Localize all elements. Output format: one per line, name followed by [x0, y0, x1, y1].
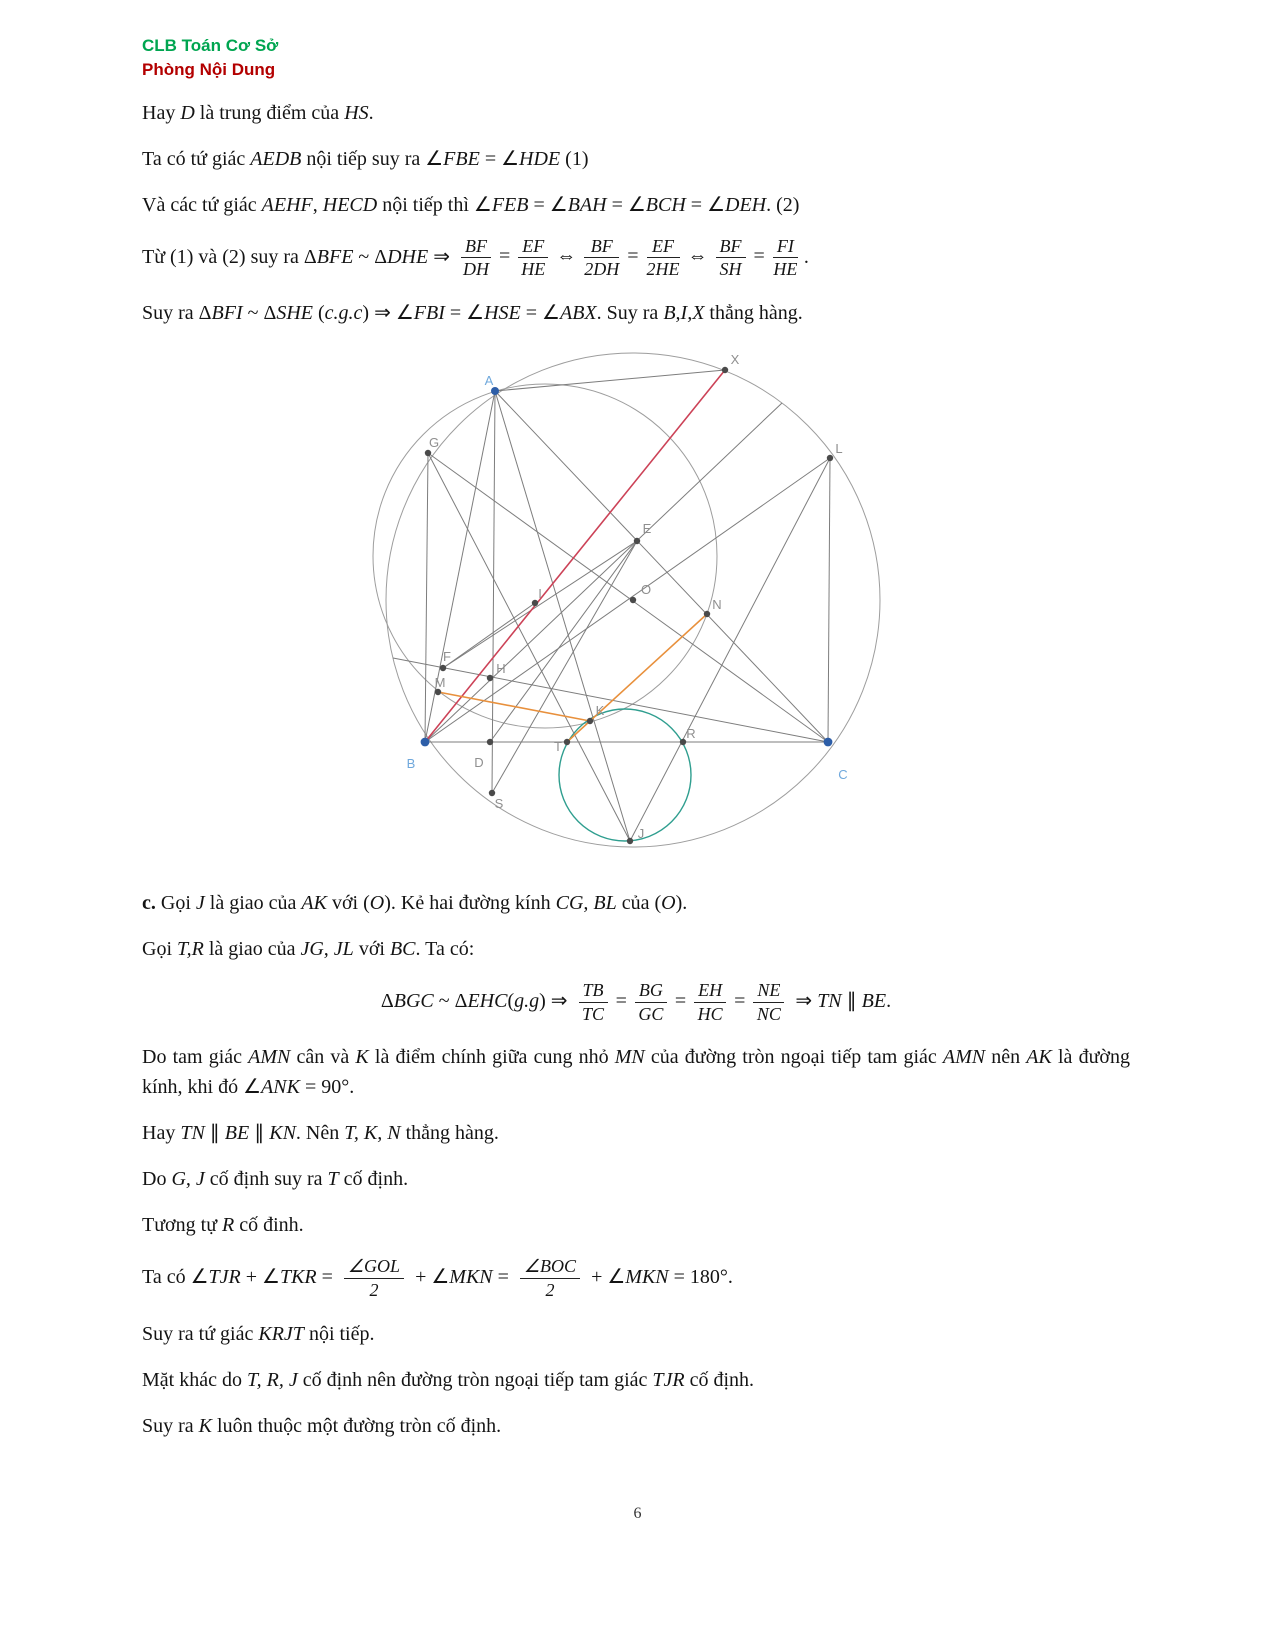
circle-krjt-teal: [559, 709, 691, 841]
formula-mid: + ∠MKN =: [415, 1266, 509, 1289]
paragraph-r-fixed: Tương tự R cố đinh.: [142, 1214, 304, 1237]
point-H: [487, 675, 493, 681]
point-L: [827, 455, 833, 461]
segment-AC: [495, 391, 828, 742]
equals-sign: =: [734, 989, 746, 1012]
fraction-bf-sh: $\frac{BF}{SH}$: [716, 236, 746, 280]
segment-FI: [443, 603, 535, 668]
solution-text: [142, 98, 1130, 1441]
formula-lead: Từ (1) và (2) suy ra ΔBFE ~ ΔDHE ⇒: [142, 245, 450, 268]
paragraph-cyclic-aedb: Ta có tứ giác AEDB nội tiếp suy ra ∠FBE = ∠HDE (1): [142, 147, 589, 170]
label-K: K: [595, 702, 605, 718]
point-R: [680, 739, 686, 745]
segment-AS: [492, 391, 495, 793]
equals-sign: =: [498, 245, 511, 268]
label-J: J: [637, 825, 645, 841]
fraction-tb-tc: $\frac{TB}{TC}$: [579, 980, 608, 1024]
iff-sign: ⇔: [687, 245, 708, 268]
label-L: L: [835, 440, 843, 456]
iff-sign: ⇔: [556, 245, 577, 268]
point-C: [824, 738, 833, 747]
segment-AX: [495, 370, 725, 391]
fraction-gol-2: $\frac{\text{∠GOL}}{2}$: [344, 1256, 404, 1300]
label-B: B: [406, 755, 416, 771]
page-footer: [0, 1505, 1275, 1523]
paragraph-c-intro: c. Gọi J là giao của AK với (O). Kẻ hai đường kính CG, BL của (O).: [142, 891, 688, 914]
point-N: [704, 611, 710, 617]
segment-GB: [425, 453, 428, 742]
paragraph-cyclic-aehf: Và các tứ giác AEHF, HECD nội tiếp thì ∠FEB = ∠BAH = ∠BCH = ∠DEH. (2): [142, 193, 800, 216]
segment-JG: [428, 453, 630, 841]
label-A: A: [484, 372, 494, 388]
paragraph-collinear-bix: Suy ra ΔBFI ~ ΔSHE (c.g.c) ⇒ ∠FBI = ∠HSE = ∠ABX. Suy ra B,I,X thẳng hàng.: [142, 301, 803, 324]
point-B: [421, 738, 430, 747]
point-O-center: [630, 597, 636, 603]
formula-similar-triangles: [142, 236, 1130, 280]
formula-angle-sum: [142, 1256, 1130, 1300]
segment-LC: [828, 458, 830, 742]
geometry-figure: [364, 344, 904, 860]
segment-EF: [443, 541, 637, 668]
figure-labels-blue: [407, 373, 848, 782]
segment-AJ: [495, 391, 630, 841]
fraction-ef-2he: $\frac{EF}{2HE}$: [646, 235, 680, 280]
segment-BE-extended: [425, 403, 782, 742]
fraction-bf-2dh: $\frac{BF}{2DH}$: [584, 235, 620, 280]
label-T: T: [554, 738, 562, 754]
point-E: [634, 538, 640, 544]
point-G: [425, 450, 431, 456]
point-J: [627, 838, 633, 844]
formula-lead: ΔBGC ~ ΔEHC(g.g) ⇒: [380, 989, 568, 1012]
label-E: E: [642, 520, 652, 536]
figure-points-blue: [421, 387, 833, 746]
label-I: I: [538, 585, 542, 601]
figure-points: [425, 367, 833, 844]
equals-sign: =: [615, 989, 627, 1012]
segment-JL: [630, 458, 830, 841]
point-A: [491, 387, 499, 395]
formula-lead: Ta có ∠TJR + ∠TKR =: [142, 1266, 333, 1289]
club-name: CLB Toán Cơ Sở: [142, 36, 279, 55]
figure-segments: [393, 370, 830, 841]
fraction-ne-nc: $\frac{NE}{NC}$: [753, 980, 784, 1024]
paragraph-amn-isosceles: Do tam giác AMN cân và K là điểm chính giữa cung nhỏ MN của đường tròn ngoại tiếp tam giác AMN nên AK là đường kính, khi đó ∠ANK = 90°.: [142, 1046, 1130, 1099]
label-X: X: [730, 351, 740, 367]
formula-end: ⇒ TN ∥ BE.: [795, 989, 892, 1012]
point-X: [722, 367, 728, 373]
paragraph-k-fixed-circle: Suy ra K luôn thuộc một đường tròn cố định.: [142, 1414, 502, 1437]
label-R: R: [686, 725, 696, 741]
label-S: S: [494, 795, 504, 811]
fraction-eh-hc: $\frac{EH}{HC}$: [694, 980, 726, 1024]
formula-bgc-ehc: [142, 980, 1130, 1024]
equals-sign: =: [753, 245, 765, 268]
paragraph-krjt-cyclic: Suy ra tứ giác KRJT nội tiếp.: [142, 1322, 375, 1345]
point-D: [487, 739, 493, 745]
label-M: M: [434, 674, 446, 690]
segment-BX-red: [425, 370, 725, 742]
point-T: [564, 739, 570, 745]
point-F: [440, 665, 446, 671]
formula-end: .: [803, 245, 809, 268]
figure-container: [364, 344, 1130, 866]
equals-sign: =: [627, 245, 639, 268]
label-O: O: [640, 581, 652, 597]
label-F: F: [443, 648, 451, 664]
fraction-ef-he: $\frac{EF}{HE}$: [518, 236, 548, 280]
fraction-bg-gc: $\frac{BG}{GC}$: [635, 980, 667, 1024]
point-K: [587, 718, 593, 724]
page-number: 6: [633, 1505, 642, 1522]
label-H: H: [496, 660, 506, 676]
fraction-fi-he: $\frac{FI}{HE}$: [773, 235, 798, 280]
label-G: G: [428, 434, 440, 450]
label-N: N: [712, 596, 722, 612]
segment-GC-diameter: [428, 453, 828, 742]
paragraph-tkn-collinear: Hay TN ∥ BE ∥ KN. Nên T, K, N thẳng hàng.: [142, 1122, 499, 1145]
fraction-boc-2: $\frac{\text{∠BOC}}{2}$: [520, 1256, 580, 1300]
equals-sign: =: [674, 989, 687, 1012]
label-D: D: [474, 754, 484, 770]
segment-SE: [492, 541, 637, 793]
paragraph-tjr-circle-fixed: Mặt khác do T, R, J cố định nên đường tròn ngoại tiếp tam giác TJR cố định.: [142, 1368, 755, 1391]
formula-end: + ∠MKN = 180°.: [591, 1266, 733, 1289]
figure-labels: [429, 352, 843, 841]
figure-circles: [373, 353, 880, 847]
document-header: [142, 34, 1130, 82]
paragraph-midpoint: Hay D là trung điểm của HS.: [142, 101, 374, 124]
label-C: C: [838, 766, 848, 782]
fraction-bf-dh: $\frac{BF}{DH}$: [462, 235, 489, 280]
paragraph-c-tr: Gọi T,R là giao của JG, JL với BC. Ta có:: [142, 937, 475, 960]
department-name: Phòng Nội Dung: [142, 59, 276, 79]
paragraph-t-fixed: Do G, J cố định suy ra T cố định.: [142, 1168, 409, 1191]
